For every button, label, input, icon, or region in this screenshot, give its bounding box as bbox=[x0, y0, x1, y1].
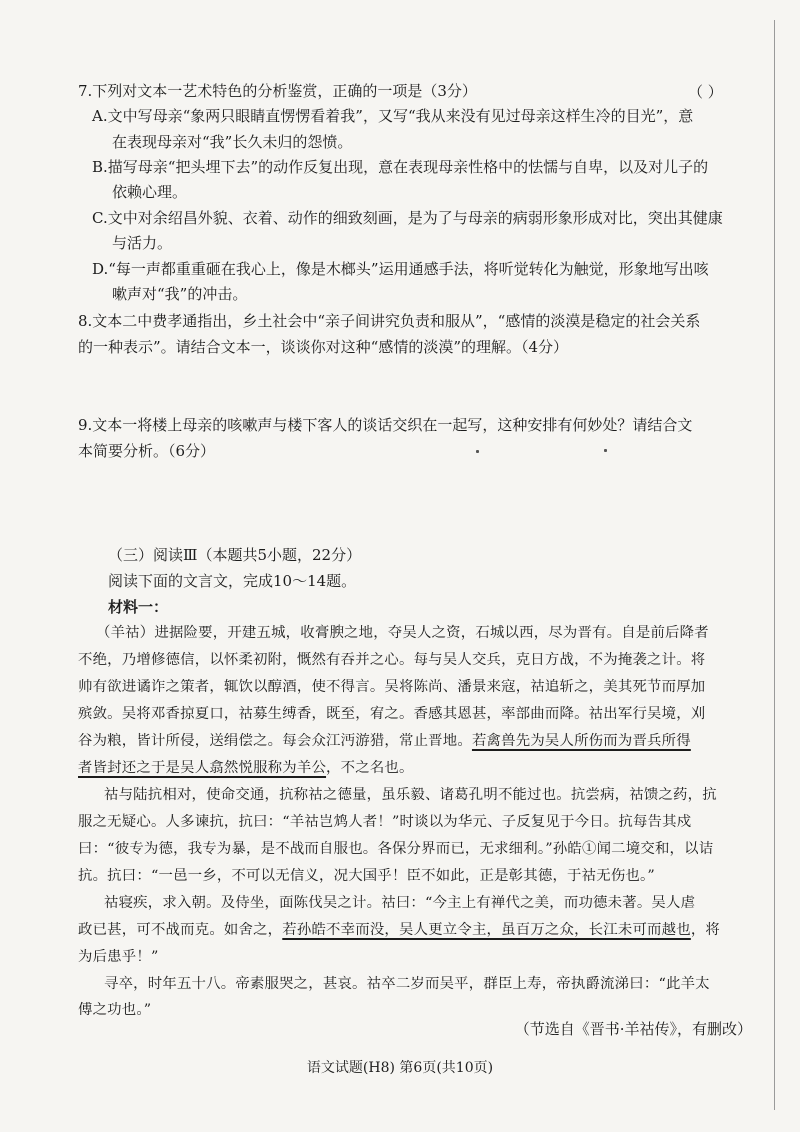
q7-option-d-line2: 嗽声对“我”的冲击。 bbox=[112, 285, 248, 303]
q7-answer-blank: （ ） bbox=[688, 83, 723, 101]
section3-instruction: 阅读下面的文言文，完成10～14题。 bbox=[108, 572, 357, 590]
passage-p4-line1: 寻卒，时年五十八。帝素服哭之，甚哀。祜卒二岁而吴平，群臣上寿，帝执爵流涕曰：“此羊太 bbox=[104, 976, 710, 992]
passage-source: （节选自《晋书·羊祜传》，有删改） bbox=[514, 1020, 752, 1038]
underlined-sentence-1b: 者皆封还之于是吴人翕然悦服称为羊公 bbox=[78, 760, 327, 776]
page-margin-line bbox=[774, 20, 775, 1110]
passage-p1-line6-tail: ，不之名也。 bbox=[326, 760, 414, 776]
passage-p1-line4: 殡敛。吴将邓香掠夏口，祜募生缚香，既至，宥之。香感其恩甚，率部曲而降。祜出军行吴境，刈 bbox=[78, 706, 706, 722]
q7-option-d-line1: D.“每一声都重重砸在我心上，像是木榔头”运用通感手法，将听觉转化为触觉，形象地写出咳 bbox=[92, 260, 709, 278]
material-one-label: 材料一： bbox=[108, 598, 169, 616]
passage-p4-line2: 傅之功也。” bbox=[78, 1002, 152, 1018]
q7-option-b-line2: 依赖心理。 bbox=[112, 183, 188, 201]
underlined-sentence-1a: 若禽兽先为吴人所伤而为晋兵所得 bbox=[471, 733, 691, 749]
q7-option-c-line2: 与活力。 bbox=[112, 234, 173, 252]
section3-heading: （三）阅读Ⅲ（本题共5小题，22分） bbox=[108, 546, 362, 564]
page-footer: 语文试题(H8) 第6页(共10页) bbox=[306, 1060, 494, 1076]
underlined-sentence-2: 若孙皓不幸而没，吴人更立令主，虽百万之众，长江未可而越也 bbox=[282, 922, 691, 938]
passage-p2-line4: 抗。抗曰：“一邑一乡，不可以无信义，况大国乎！臣不如此，正是彰其德，于祜无伤也。” bbox=[78, 868, 655, 884]
passage-p1-line3: 帅有欲进谲诈之策者，辄饮以醇酒，使不得言。吴将陈尚、潘景来寇，祜追斩之，美其死节而厚加 bbox=[78, 679, 706, 695]
q7-option-a-line1: A.文中写母亲“象两只眼睛直愣愣看着我”，又写“我从来没有见过母亲这样生冷的目光”，意 bbox=[92, 107, 694, 125]
passage-p3-line2 bbox=[78, 920, 720, 940]
q7-option-b-line1: B.描写母亲“把头埋下去”的动作反复出现，意在表现母亲性格中的怯懦与自卑，以及对儿子的 bbox=[92, 158, 709, 176]
passage-p2-line3: 曰：“彼专为德，我专为暴，是不战而自服也。各保分界而已，无求细利。”孙皓①闻二境交和，以诘 bbox=[78, 841, 714, 857]
passage-p3-line2-text: 政已甚，可不战而克。如舍之， bbox=[78, 922, 283, 938]
passage-p2-line1: 祜与陆抗相对，使命交通，抗称祜之德量，虽乐毅、诸葛孔明不能过也。抗尝病，祜馈之药，抗 bbox=[104, 787, 717, 803]
passage-p1-line1: （羊祜）进据险要，开建五城，收膏腴之地，夺吴人之资，石城以西，尽为晋有。自是前后降者 bbox=[96, 625, 709, 641]
q7-option-c-line1: C.文中对余绍昌外貌、衣着、动作的细致刻画，是为了与母亲的病弱形象形成对比，突出其健康 bbox=[92, 209, 723, 227]
passage-p3-line3: 为后患乎！” bbox=[78, 949, 159, 965]
q7-option-a-line2: 在表现母亲对“我”长久未归的怨愤。 bbox=[112, 133, 353, 151]
q8-line1: 8.文本二中费孝通指出，乡土社会中“亲子间讲究负责和服从”，“感情的淡漠是稳定的社会关系 bbox=[78, 312, 701, 330]
passage-p1-line6 bbox=[78, 758, 414, 778]
passage-p3-line1: 祜寝疾，求入朝。及侍坐，面陈伐吴之计。祜曰：“今主上有禅代之美，而功德未著。吴人虐 bbox=[104, 895, 696, 911]
q9-line2: 本简要分析。（6分） bbox=[78, 442, 216, 460]
q8-line2: 的一种表示”。请结合文本一，谈谈你对这种“感情的淡漠”的理解。（4分） bbox=[78, 338, 569, 356]
q7-stem: 7.下列对文本一艺术特色的分析鉴赏，正确的一项是（3分） bbox=[78, 82, 477, 100]
scan-mark bbox=[604, 449, 607, 452]
passage-p2-line2: 服之无疑心。人多谏抗，抗曰：“羊祜岂鸩人者！”时谈以为华元、子反复见于今日。抗每告其戍 bbox=[78, 814, 692, 830]
scan-mark bbox=[476, 450, 479, 453]
passage-p1-line5-text: 谷为粮，皆计所侵，送绢偿之。每会众江沔游猎，常止晋地。 bbox=[78, 733, 472, 749]
passage-p3-line2-tail: ，将 bbox=[690, 922, 721, 938]
q9-line1: 9.文本一将楼上母亲的咳嗽声与楼下客人的谈话交织在一起写，这种安排有何妙处？请结合文 bbox=[78, 416, 693, 434]
passage-p1-line5 bbox=[78, 731, 691, 751]
passage-p1-line2: 不绝，乃增修德信，以怀柔初附，慨然有吞并之心。每与吴人交兵，克日方战，不为掩袭之计。将 bbox=[78, 652, 706, 668]
